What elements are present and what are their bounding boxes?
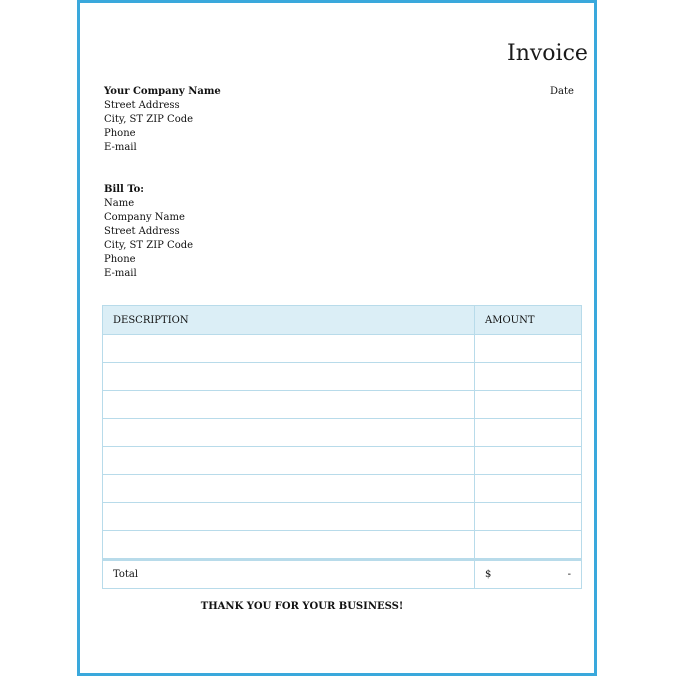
date-field[interactable]: Date: [550, 86, 574, 97]
description-cell[interactable]: [103, 363, 475, 390]
amount-column-header: AMOUNT: [485, 314, 535, 326]
description-cell[interactable]: [103, 335, 475, 362]
total-currency: $: [485, 569, 492, 580]
description-cell[interactable]: [103, 531, 475, 558]
amount-cell[interactable]: [475, 335, 581, 362]
description-cell[interactable]: [103, 447, 475, 474]
table-row: [103, 447, 581, 475]
description-cell[interactable]: [103, 391, 475, 418]
table-row: [103, 335, 581, 363]
description-column-header: DESCRIPTION: [103, 306, 475, 334]
bill-to-heading: Bill To:: [104, 184, 144, 195]
table-row: [103, 475, 581, 503]
bill-to-info: [104, 183, 193, 281]
table-row: [103, 391, 581, 419]
bill-to-phone[interactable]: Phone: [104, 254, 136, 265]
bill-to-street[interactable]: Street Address: [104, 226, 180, 237]
table-row: [103, 419, 581, 447]
table-header: [103, 306, 581, 335]
thank-you-message: THANK YOU FOR YOUR BUSINESS!: [200, 601, 404, 612]
bill-to-email[interactable]: E-mail: [104, 268, 137, 279]
total-value: -: [567, 569, 571, 580]
company-street[interactable]: Street Address: [104, 100, 180, 111]
total-amount-cell[interactable]: [475, 561, 581, 588]
company-phone[interactable]: Phone: [104, 128, 136, 139]
company-name[interactable]: Your Company Name: [104, 86, 221, 97]
table-row: [103, 363, 581, 391]
amount-cell[interactable]: [475, 531, 581, 558]
company-info: [104, 85, 221, 155]
invoice-title: Invoice: [507, 41, 588, 66]
table-row: [103, 531, 581, 559]
bill-to-name[interactable]: Name: [104, 198, 135, 209]
amount-cell[interactable]: [475, 447, 581, 474]
amount-cell[interactable]: [475, 391, 581, 418]
table-row: [103, 503, 581, 531]
description-cell[interactable]: [103, 475, 475, 502]
company-city[interactable]: City, ST ZIP Code: [104, 114, 194, 125]
amount-cell[interactable]: [475, 419, 581, 446]
bill-to-company[interactable]: Company Name: [104, 212, 185, 223]
amount-cell[interactable]: [475, 503, 581, 530]
total-row: [103, 559, 581, 588]
bill-to-city[interactable]: City, ST ZIP Code: [104, 240, 194, 251]
description-cell[interactable]: [103, 419, 475, 446]
company-email[interactable]: E-mail: [104, 142, 137, 153]
total-label: Total: [103, 561, 475, 588]
description-cell[interactable]: [103, 503, 475, 530]
line-items-table: [102, 305, 582, 589]
invoice-page: [77, 0, 597, 676]
amount-cell[interactable]: [475, 475, 581, 502]
amount-cell[interactable]: [475, 363, 581, 390]
